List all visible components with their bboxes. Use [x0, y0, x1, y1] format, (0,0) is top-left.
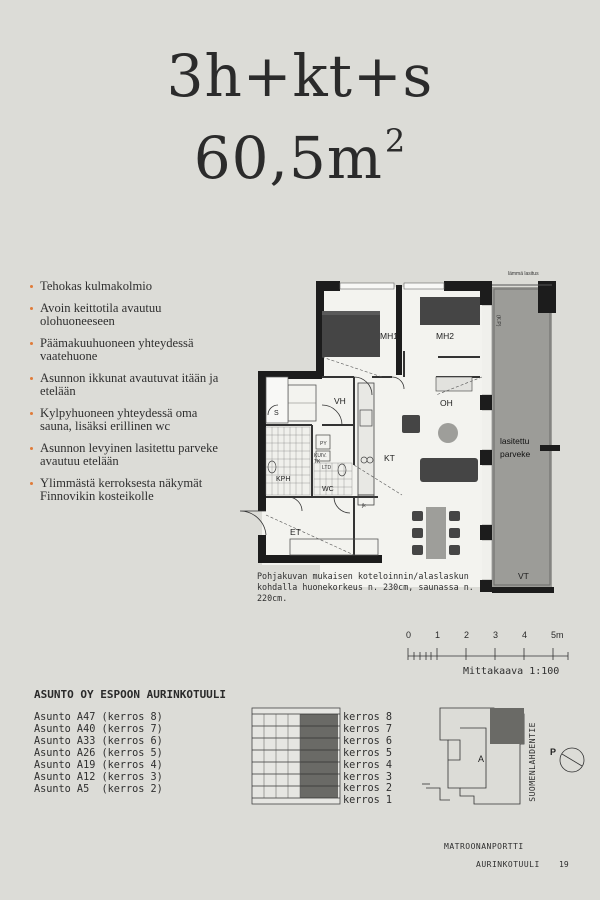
- floor-item: kerros 5: [343, 747, 393, 759]
- scale-tick-0: 0: [406, 630, 412, 640]
- feature-item: Tehokas kulmakolmio: [30, 280, 230, 293]
- bed-mh1: [322, 311, 380, 357]
- building-block-a: [490, 708, 524, 744]
- north-label: P: [550, 747, 557, 757]
- feature-item: Päämakuuhuoneen yhteydessä vaatehuone: [30, 337, 230, 363]
- scale-tick-2: 2: [464, 630, 470, 640]
- apartment-item: Asunto A40 (kerros 7): [34, 724, 163, 735]
- room-label-mh1: MH1: [380, 331, 398, 341]
- py-label: PY: [320, 441, 327, 447]
- scale-label: Mittakaava 1:100: [463, 666, 560, 677]
- housing-company-name: ASUNTO OY ESPOON AURINKOTUULI: [34, 688, 227, 701]
- room-label-kt: KT: [384, 453, 395, 463]
- area-unit-superscript: 2: [384, 122, 407, 160]
- floor-item: kerros 3: [343, 771, 393, 783]
- balcony-label-line2: parveke: [500, 449, 531, 459]
- room-label-mh2: MH2: [436, 331, 454, 341]
- armchair: [402, 415, 420, 433]
- floor-item: kerros 1: [343, 795, 393, 807]
- room-label-vh: VH: [334, 396, 346, 406]
- scale-tick-4: 4: [522, 630, 528, 640]
- feature-list: [30, 280, 230, 512]
- feature-item: Asunnon levyinen lasitettu parveke avautuu etelään: [30, 442, 230, 468]
- scale-bar: [400, 628, 580, 664]
- feature-item: Avoin keittotila avautuu olohuoneeseen: [30, 302, 230, 328]
- ltd-label: LTD: [322, 465, 332, 471]
- apartment-type-title: 3h+kt+s: [166, 42, 434, 110]
- area-value: 60,5m: [193, 124, 383, 192]
- street-label-south: MATROONANPORTTI: [444, 842, 524, 851]
- apartment-item: Asunto A33 (kerros 6): [34, 736, 163, 747]
- apartment-list: [34, 712, 163, 796]
- floor-list: [343, 712, 392, 807]
- footer-project-name: AURINKOTUULI: [476, 860, 540, 869]
- floor-item: kerros 2: [343, 783, 393, 795]
- feature-item: Kylpyhuoneen yhteydessä oma sauna, lisäksi erillinen wc: [30, 407, 230, 433]
- site-plan: [420, 700, 590, 840]
- floor-item: kerros 6: [343, 735, 393, 747]
- block-label: A: [478, 754, 485, 764]
- dining-table: [426, 507, 446, 559]
- scale-tick-1: 1: [435, 630, 441, 640]
- glazing-label: lämmä lasitus: [508, 271, 539, 277]
- apartment-item: Asunto A5 (kerros 2): [34, 784, 163, 795]
- apartment-item: Asunto A19 (kerros 4): [34, 760, 163, 771]
- scale-tick-3: 3: [493, 630, 499, 640]
- kuiv-label: KUIV.: [314, 453, 327, 459]
- floor-item: kerros 4: [343, 759, 393, 771]
- bed-mh2: [420, 297, 480, 325]
- sofa: [420, 458, 478, 482]
- apartment-area-title: [0, 122, 600, 192]
- room-label-wc: WC: [322, 486, 334, 493]
- page-number: 19: [559, 860, 569, 869]
- apartment-item: Asunto A47 (kerros 8): [34, 712, 163, 723]
- room-label-et: ET: [290, 527, 301, 537]
- scale-tick-5: 5m: [551, 630, 564, 640]
- floor-plan: [222, 265, 562, 595]
- coffee-table: [438, 423, 458, 443]
- feature-item: Asunnon ikkunat avautuvat itään ja etelään: [30, 372, 230, 398]
- apartment-item: Asunto A12 (kerros 3): [34, 772, 163, 783]
- street-label-east: SUOMENLAHDENTIE: [528, 722, 537, 802]
- plan-height-note: Pohjakuvan mukaisen koteloinnin/alaslaskun kohdalla huonekorkeus n. 230cm, saunassa n. 220cm.: [257, 571, 474, 603]
- room-label-s: S: [274, 410, 279, 417]
- kp-label: (K.P): [495, 315, 501, 327]
- balcony-label-line1: lasitettu: [500, 436, 530, 446]
- building-floor-diagram: [250, 706, 342, 806]
- room-label-kph: KPH: [276, 476, 291, 483]
- tk-label: TK: [314, 459, 321, 465]
- jk-label: jk: [362, 503, 366, 509]
- room-label-oh: OH: [440, 398, 453, 408]
- room-label-vt: VT: [518, 571, 529, 581]
- feature-item: Ylimmästä kerroksesta näkymät Finnovikin kosteikolle: [30, 477, 230, 503]
- apartment-item: Asunto A26 (kerros 5): [34, 748, 163, 759]
- floor-item: kerros 7: [343, 723, 393, 735]
- floor-item: kerros 8: [343, 712, 393, 723]
